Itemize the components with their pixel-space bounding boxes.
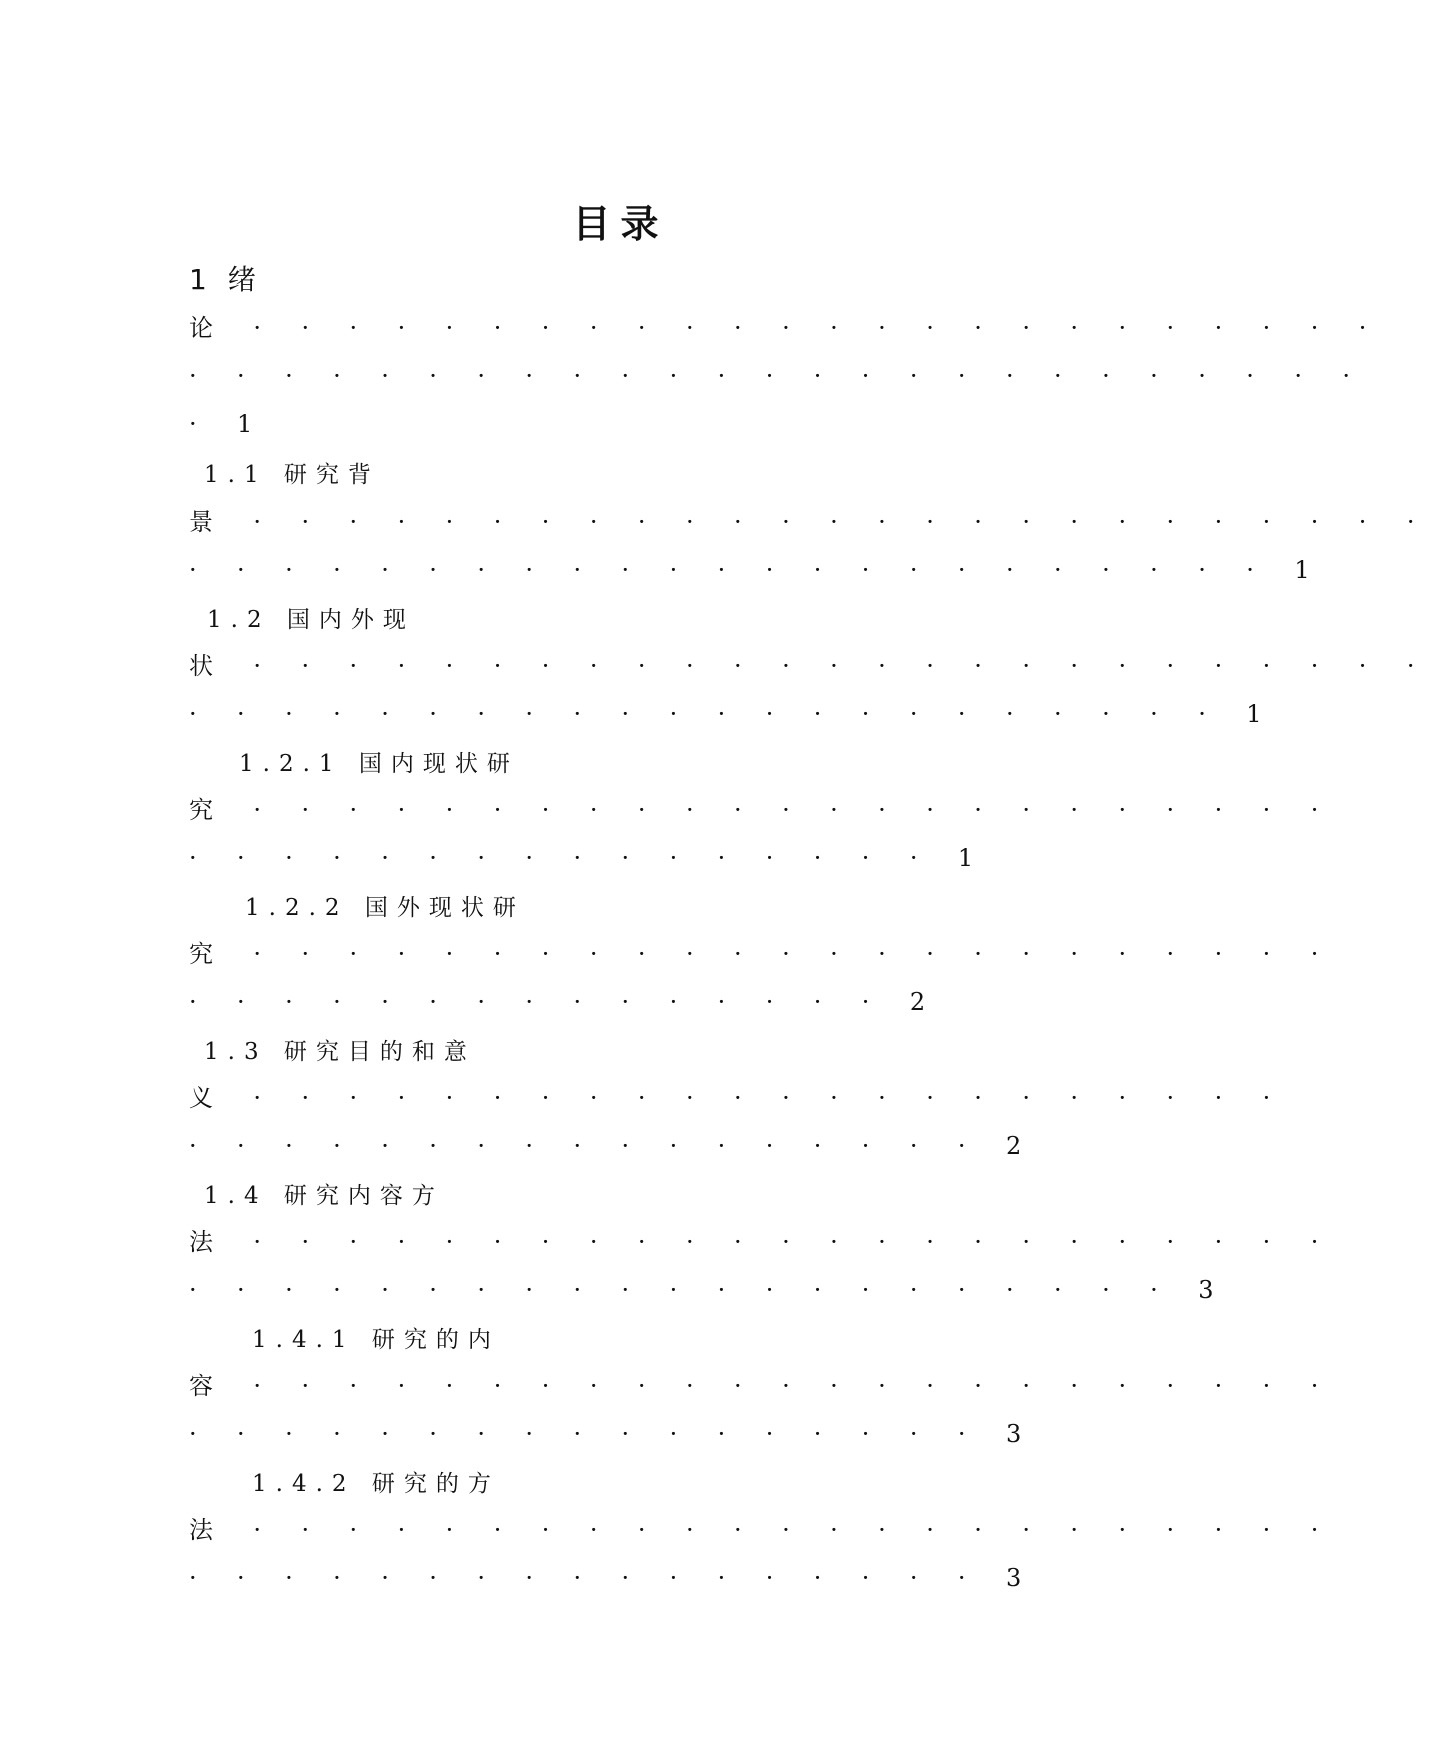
toc-line-text: · · · · · · · · · · · · · · · · · 2 [189,1132,1038,1160]
toc-line-text: 状 · · · · · · · · · · · · · · · · · · · · · · · · · [189,652,1431,680]
toc-line-text: 法 · · · · · · · · · · · · · · · · · · · · · · · [189,1228,1335,1256]
toc-line-text: · · · · · · · · · · · · · · · · 1 [189,844,990,872]
toc-line [189,942,1335,966]
toc-line-text: · 1 [189,410,269,438]
toc-entry: 1.2 国内外现 [207,607,415,633]
toc-line [189,1230,1335,1254]
toc-line [189,316,1383,340]
toc-line-text: · · · · · · · · · · · · · · · · · · · · · 3 [189,1276,1230,1304]
toc-line-text: · · · · · · · · · · · · · · · · · 3 [189,1420,1038,1448]
toc-entry: 1.4.2 研究的方 [252,1471,500,1497]
toc-line [189,1134,1038,1158]
toc-line [189,1566,1038,1590]
toc-line-text: 究 · · · · · · · · · · · · · · · · · · · · · · · [189,940,1335,968]
toc-line-text: 法 · · · · · · · · · · · · · · · · · · · · · · · [189,1516,1335,1544]
toc-entry: 1.2.1 国内现状研 [239,751,519,777]
toc-line [189,510,1431,534]
toc-line-text: · · · · · · · · · · · · · · · · · · · · · · 1 [189,700,1278,728]
toc-line [189,1518,1335,1542]
toc-line [189,364,1366,388]
toc-line-text: · · · · · · · · · · · · · · · · · · · · · · · · · [189,362,1367,390]
toc-line [189,702,1278,726]
toc-line-text: · · · · · · · · · · · · · · · 2 [189,988,942,1016]
toc-line [189,412,269,436]
toc-line [189,1422,1038,1446]
toc-line [189,1086,1287,1110]
toc-line [189,846,990,870]
toc-line-text: 究 · · · · · · · · · · · · · · · · · · · · · · · [189,796,1335,824]
toc-entry: 1.1 研究背 [204,462,380,488]
toc-line-text: 容 · · · · · · · · · · · · · · · · · · · · · · · [189,1372,1335,1400]
toc-entry: 1.3 研究目的和意 [204,1039,476,1065]
toc-line [189,654,1431,678]
toc-line [189,558,1326,582]
toc-line-text: 论 · · · · · · · · · · · · · · · · · · · · · · · · [189,314,1383,342]
toc-line-text: · · · · · · · · · · · · · · · · · 3 [189,1564,1038,1592]
toc-line-text: · · · · · · · · · · · · · · · · · · · · · · · 1 [189,556,1326,584]
toc-line-text: 义 · · · · · · · · · · · · · · · · · · · · · · [189,1084,1287,1112]
toc-line-text: 景 · · · · · · · · · · · · · · · · · · · · · · · · · [189,508,1431,536]
toc-line [189,798,1335,822]
toc-line [189,1278,1230,1302]
toc-line [189,1374,1335,1398]
toc-line: 1 绪 [189,263,262,296]
toc-entry: 1.2.2 国外现状研 [245,895,525,921]
toc-entry: 1.4 研究内容方 [204,1183,444,1209]
toc-title: 目录 [572,202,669,246]
toc-line [189,990,942,1014]
toc-entry: 1.4.1 研究的内 [252,1327,500,1353]
